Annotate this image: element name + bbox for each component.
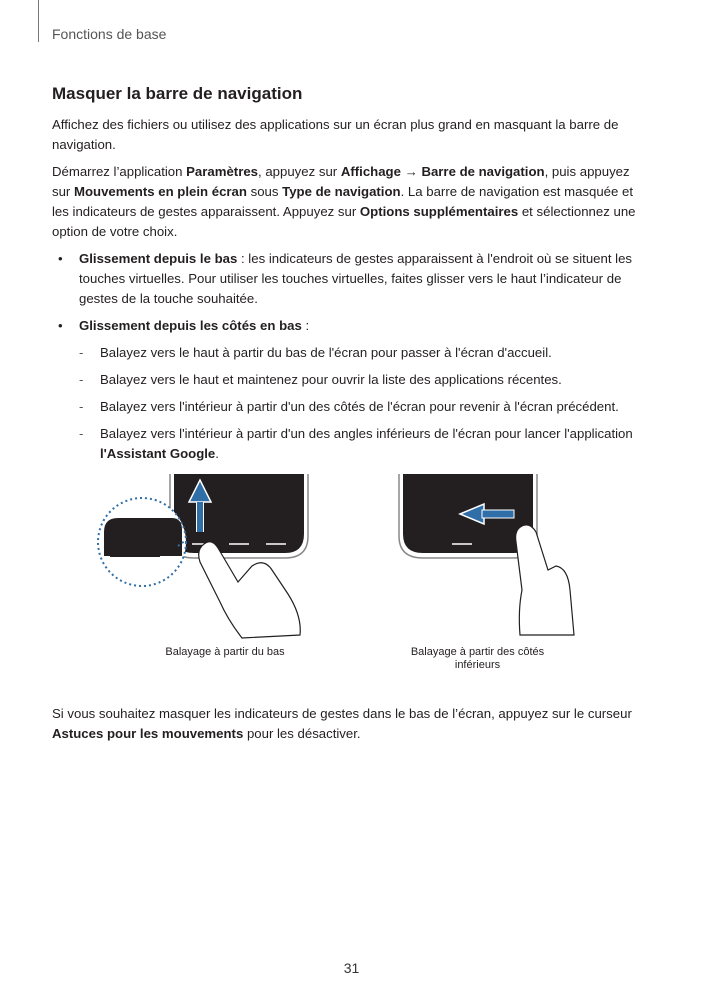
body-content (52, 115, 642, 471)
caption-line: Balayage à partir des côtés (410, 646, 545, 658)
footer-text: Si vous souhaitez masquer les indicateurs de gestes dans le bas de l’écran, appuyez sur le curseur (52, 706, 632, 721)
menu-affichage-path: Affichage → Barre de navigation (340, 164, 545, 179)
gesture-illustrations (52, 470, 652, 640)
section-header: Fonctions de base (52, 26, 167, 42)
sub-item-text: Balayez vers l'intérieur à partir d'un des angles inférieurs de l'écran pour lancer l'application (100, 426, 633, 441)
list-item-title: Glissement depuis le bas (79, 251, 238, 266)
list-item (52, 249, 642, 309)
sub-item-text: Balayez vers le haut et maintenez pour ouvrir la liste des applications récentes. (100, 372, 562, 387)
options-list (52, 249, 642, 464)
bullet-icon: • (58, 251, 63, 266)
steps-text: sous (246, 184, 283, 199)
footer-text: pour les désactiver. (243, 726, 361, 741)
footer-paragraph (52, 704, 652, 744)
dash-icon: - (79, 345, 84, 360)
swipe-from-bottom-figure (98, 474, 308, 638)
option-astuces-mouvements: Astuces pour les mouvements (52, 726, 244, 741)
bullet-icon: • (58, 318, 63, 333)
dash-icon: - (79, 399, 84, 414)
sub-list-item (79, 397, 642, 417)
swipe-from-side-figure (399, 474, 574, 635)
list-item-text: : les indicateurs de gestes apparaissent à l'endroit où se situent les touches virtuelles. Pour utiliser les touches virtuelles, faites glisser vers le haut l’indicateur de gestes de la touche souhaitée. (79, 251, 633, 306)
header-rule (38, 0, 39, 42)
steps-text: , appuyez sur (258, 164, 341, 179)
steps-paragraph (52, 162, 642, 242)
sub-item-text: Balayez vers l'intérieur à partir d'un des côtés de l'écran pour revenir à l'écran précédent. (100, 399, 619, 414)
sub-item-text: . (215, 446, 219, 461)
sub-list-item (79, 343, 642, 363)
assistant-google-label: l'Assistant Google (100, 446, 216, 461)
sub-list-item (79, 424, 642, 464)
steps-text: , puis appuyez sur (52, 164, 630, 199)
hand-left-icon (199, 542, 301, 638)
menu-parametres: Paramètres (186, 164, 258, 179)
option-supplementaires: Options supplémentaires (359, 204, 519, 219)
page-title: Masquer la barre de navigation (52, 84, 303, 103)
sub-list (79, 343, 642, 464)
phone-left (175, 474, 303, 552)
list-item-title: Glissement depuis les côtés en bas (79, 318, 302, 333)
steps-text: et sélectionnez une option de votre choix. (52, 204, 636, 239)
hand-right-icon (516, 525, 574, 635)
intro-paragraph: Affichez des fichiers ou utilisez des applications sur un écran plus grand en masquant la barre de navigation. (52, 117, 619, 152)
list-item (52, 316, 642, 464)
dash-icon: - (79, 426, 84, 441)
page-number: 31 (343, 960, 360, 976)
section-type-navigation: Type de navigation (282, 184, 401, 199)
sub-item-text: Balayez vers le haut à partir du bas de l'écran pour passer à l'écran d'accueil. (100, 345, 552, 360)
zoom-callout (98, 498, 186, 586)
caption-swipe-side (395, 646, 560, 672)
steps-text: . La barre de navigation est masquée et les indicateurs de gestes apparaissent. Appuyez sur (52, 184, 633, 219)
steps-text: Démarrez l’application (52, 164, 187, 179)
list-item-text: : (301, 318, 310, 333)
dash-icon: - (79, 372, 84, 387)
option-mouvements-plein-ecran: Mouvements en plein écran (73, 184, 247, 199)
caption-swipe-bottom: Balayage à partir du bas (165, 646, 285, 658)
caption-line: inférieurs (454, 659, 501, 671)
sub-list-item (79, 370, 642, 390)
